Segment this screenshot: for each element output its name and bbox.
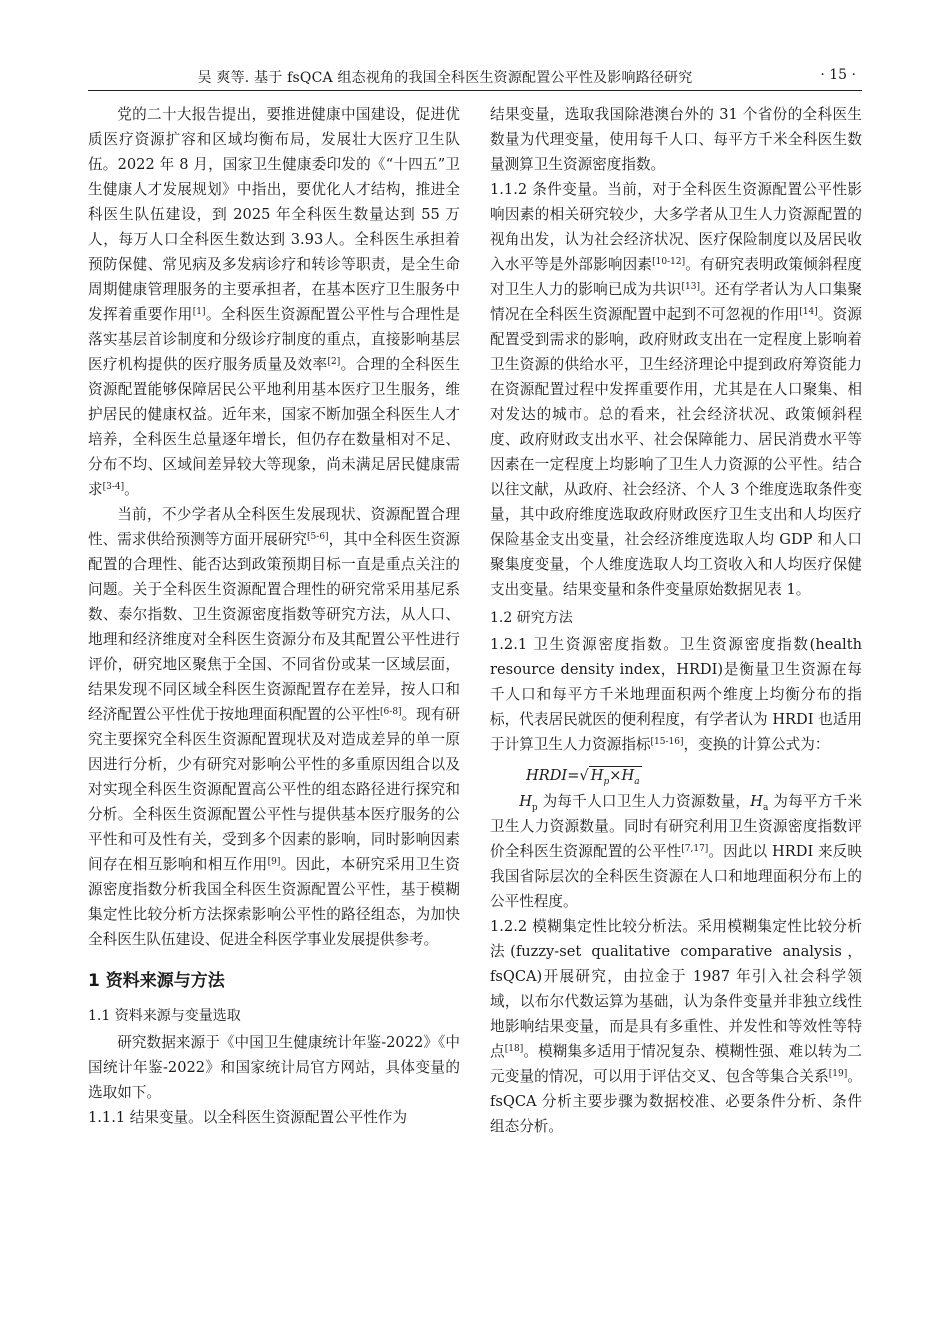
hrdi-formula: HRDI=√ $H_p\times H_a$ — [526, 767, 640, 787]
citation: [9] — [267, 857, 281, 867]
citation: [19] — [828, 1069, 848, 1079]
subsection-heading-1-2: 1.2 研究方法 — [490, 610, 573, 626]
condition-variable-paragraph: 1.1.2 条件变量。当前，对于全科医生资源配置公平性影响因素的相关研究较少，大多学者从卫生人力资源配置的视角出发，认为社会经济状况、医疗保险制度以及居民收入水平等是外部影响因素[10-12]。有研究表明政策倾斜程度对卫生人力的影响已成为共识[13]。还有学者认为人口集聚情况在全科医生资源配置中起到不可忽视的作用[14]。资源配置受到需求的影响，政府财政支出在一定程度上影响着卫生资源的供给水平，卫生经济理论中提到政府筹资能力在资源配置过程中发挥重要作用，尤其是在人口聚集、相对发达的城市。总的看来，社会经济状况、政策倾斜程度、政府财政支出水平、社会保障能力、居民消费水平等因素在一定程度上均影响了卫生人力资源的公平性。结合以往文献，从政府、社会经济、个人 3 个维度选取条件变量，其中政府维度选取政府财政医疗卫生支出和人均医疗保险基金支出变量，社会经济维度选取人均 GDP 和人口聚集度变量，个人维度选取人均工资收入和人均医疗保健支出变量。结果变量和条件变量原始数据见表 1。 — [490, 181, 862, 598]
hrdi-paragraph: 1.2.1 卫生资源密度指数。卫生资源密度指数(health resource density index，HRDI)是衡量卫生资源在每千人口和每平方千米地理面积两个维度上均衡分布的指标，代表居民就医的便利程度，有学者认为 HRDI 也适用于计算卫生人力资源指标[15-16]，变换的计算公式为： — [490, 636, 862, 753]
citation: [3-4] — [102, 482, 125, 492]
formula-explanation-paragraph: $H_p$ 为每千人口卫生人力资源数量，$H_a$ 为每平方千米卫生人力资源数量。同时有研究利用卫生资源密度指数评价全科医生资源配置的公平性[7,17]。因此以 HRDI 来反映我国省际层次的全科医生资源在人口和地理面积分布上的公平性程度。 — [490, 793, 863, 910]
right-column — [490, 102, 862, 1139]
data-source-paragraph: 研究数据来源于《中国卫生健康统计年鉴-2022》《中国统计年鉴-2022》和国家统计局官方网站，具体变量的选取如下。 — [88, 1034, 460, 1101]
citation: [7,17] — [681, 844, 709, 854]
citation: [1] — [192, 307, 206, 317]
outcome-variable-paragraph: 1.1.1 结果变量。以全科医生资源配置公平性作为 — [88, 1109, 408, 1126]
citation: [18] — [504, 1044, 524, 1054]
citation: [14] — [799, 307, 818, 317]
citation: [2] — [327, 357, 341, 367]
page-number: · 15 · — [820, 67, 856, 83]
left-column — [88, 102, 460, 1130]
subsection-heading-1-1: 1.1 资料来源与变量选取 — [88, 1008, 241, 1024]
citation: [13] — [681, 282, 700, 292]
citation: [6-8] — [380, 707, 402, 717]
running-header — [88, 64, 862, 91]
intro-paragraph-1: 党的二十大报告提出，要推进健康中国建设，促进优质医疗资源扩容和区域均衡布局，发展壮大医疗卫生队伍。2022 年 8 月，国家卫生健康委印发的《“十四五”卫生健康人才发展规划》中指出，要优化人才结构，推进全科医生队伍建设，到 2025 年全科医生数量达到 55 万人，每万人口全科医生数达到 3.93人。全科医生承担着预防保健、常见病及多发病诊疗和转诊等职责，是全生命周期健康管理服务的主要承担者，在基本医疗卫生服务中发挥着重要作用[1]。全科医生资源配置公平性与合理性是落实基层首诊制度和分级诊疗制度的重点，直接影响基层医疗机构提供的医疗服务质量及效率[2]。合理的全科医生资源配置能够保障居民公平地利用基本医疗卫生服务，维护居民的健康权益。近年来，国家不断加强全科医生人才培养，全科医生总量逐年增长，但仍存在数量相对不足、分布不均、区域间差异较大等现象，尚未满足居民健康需求[3-4]。 — [88, 106, 460, 498]
citation: [5-6] — [307, 532, 329, 542]
section-heading-1: 1 资料来源与方法 — [88, 971, 225, 991]
citation: [15-16] — [650, 737, 684, 747]
intro-paragraph-2: 当前，不少学者从全科医生发展现状、资源配置合理性、需求供给预测等方面开展研究[5-6]，其中全科医生资源配置的合理性、能否达到政策预期目标一直是重点关注的问题。关于全科医生资源配置合理性的研究常采用基尼系数、泰尔指数、卫生资源密度指数等研究方法，从人口、地理和经济维度对全科医生资源分布及其配置公平性进行评价，研究地区聚焦于全国、不同省份或某一区域层面，结果发现不同区域全科医生资源配置存在差异，按人口和经济配置公平性优于按地理面积配置的公平性[6-8]。现有研究主要探究全科医生资源配置现状及对造成差异的单一原因进行分析，少有研究对影响公平性的多重原因组合以及对实现全科医生资源配置高公平性的组态路径进行探究和分析。全科医生资源配置公平性与提供基本医疗服务的公平性和可及性有关，受到多个因素的影响，同时影响因素间存在相互影响和相互作用[9]。因此，本研究采用卫生资源密度指数分析我国全科医生资源配置公平性，基于模糊集定性比较分析方法探索影响公平性的路径组态，为加快全科医生队伍建设、促进全科医学事业发展提供参考。 — [88, 506, 460, 948]
fsqca-paragraph: 1.2.2 模糊集定性比较分析法。采用模糊集定性比较分析法(fuzzy-set qualitative comparative analysis，fsQCA)开展研究，由拉金于 1987 年引入社会科学领域，以布尔代数运算为基础，认为条件变量并非独立线性地影响结果变量，而是具有多重性、并发性和等效性等特点[18]。模糊集多适用于情况复杂、模糊性强、难以转为二元变量的情况，可以用于评估交叉、包含等集合关系[19]。fsQCA 分析主要步骤为数据校准、必要条件分析、条件组态分析。 — [490, 918, 862, 1135]
outcome-variable-continued: 结果变量，选取我国除港澳台外的 31 个省份的全科医生数量为代理变量，使用每千人口、每平方千米全科医生数量测算卫生资源密度指数。 — [490, 106, 862, 173]
running-title: 吴 爽等. 基于 fsQCA 组态视角的我国全科医生资源配置公平性及影响路径研究 — [197, 70, 693, 86]
citation: [10-12] — [652, 257, 686, 267]
sqrt-symbol: √ — [579, 767, 589, 784]
